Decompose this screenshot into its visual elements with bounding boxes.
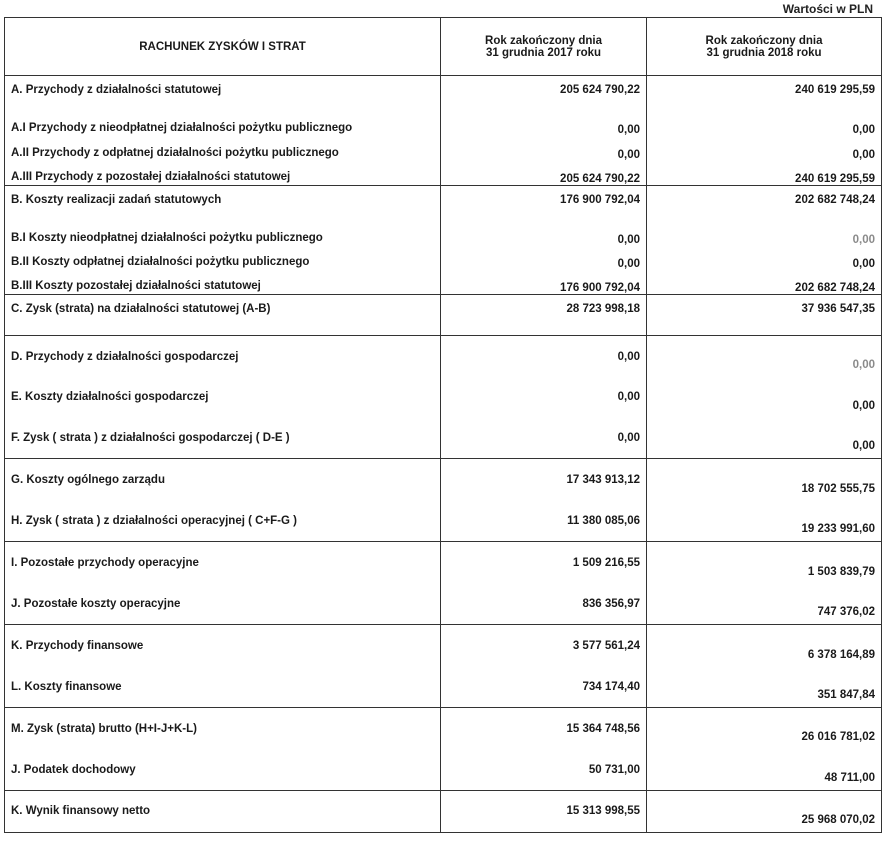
value-2018: 240 619 295,59 (647, 76, 882, 109)
value-2018: 0,00 (647, 136, 882, 161)
column-header-2017-line1: Rok zakończony dnia (485, 34, 602, 47)
value-2017: 15 313 998,55 (441, 790, 647, 832)
column-header-2018 (647, 18, 882, 76)
value-2018: 0,00 (647, 218, 882, 246)
table-row (5, 418, 882, 459)
table-row (5, 270, 882, 295)
value-2018: 351 847,84 (647, 667, 882, 708)
row-label: B.II Koszty odpłatnej działalności pożytku publicznego (5, 246, 441, 271)
row-label: A.II Przychody z odpłatnej działalności pożytku publicznego (5, 136, 441, 161)
table-row (5, 542, 882, 584)
value-2018: 37 936 547,35 (647, 295, 882, 336)
table-row (5, 790, 882, 832)
table-row (5, 218, 882, 246)
table-row (5, 185, 882, 218)
value-2018: 747 376,02 (647, 584, 882, 625)
value-2018: 0,00 (647, 246, 882, 271)
value-2018: 0,00 (647, 109, 882, 137)
row-label: H. Zysk ( strata ) z działalności operacyjnej ( C+F-G ) (5, 501, 441, 542)
value-2017: 0,00 (441, 336, 647, 377)
row-label: M. Zysk (strata) brutto (H+I-J+K-L) (5, 707, 441, 749)
table-row (5, 136, 882, 161)
row-label: D. Przychody z działalności gospodarczej (5, 336, 441, 377)
profit-loss-table (4, 17, 882, 833)
value-2018: 0,00 (647, 336, 882, 377)
row-label: K. Przychody finansowe (5, 625, 441, 667)
row-label: B.III Koszty pozostałej działalności statutowej (5, 270, 441, 295)
table-row (5, 295, 882, 336)
table-row (5, 501, 882, 542)
table-row (5, 336, 882, 377)
value-2018: 240 619 295,59 (647, 161, 882, 186)
value-2018: 26 016 781,02 (647, 707, 882, 749)
row-label: J. Pozostałe koszty operacyjne (5, 584, 441, 625)
value-2018: 25 968 070,02 (647, 790, 882, 832)
row-label: K. Wynik finansowy netto (5, 790, 441, 832)
value-2017: 0,00 (441, 218, 647, 246)
row-label: L. Koszty finansowe (5, 667, 441, 708)
value-2017: 734 174,40 (441, 667, 647, 708)
value-2017: 176 900 792,04 (441, 185, 647, 218)
value-2018: 0,00 (647, 418, 882, 459)
column-header-2018-line1: Rok zakończony dnia (705, 34, 823, 47)
row-label: B.I Koszty nieodpłatnej działalności pożytku publicznego (5, 218, 441, 246)
row-label: A.I Przychody z nieodpłatnej działalności pożytku publicznego (5, 109, 441, 137)
row-label: C. Zysk (strata) na działalności statutowej (A-B) (5, 295, 441, 336)
value-2018: 202 682 748,24 (647, 185, 882, 218)
value-2017: 11 380 085,06 (441, 501, 647, 542)
value-2017: 1 509 216,55 (441, 542, 647, 584)
table-row (5, 625, 882, 667)
table-row (5, 749, 882, 790)
header-row (5, 18, 882, 76)
table-row (5, 707, 882, 749)
value-2017: 3 577 561,24 (441, 625, 647, 667)
value-2017: 836 356,97 (441, 584, 647, 625)
value-2017: 0,00 (441, 136, 647, 161)
value-2017: 17 343 913,12 (441, 459, 647, 501)
value-2018: 18 702 555,75 (647, 459, 882, 501)
row-label: I. Pozostałe przychody operacyjne (5, 542, 441, 584)
value-2018: 0,00 (647, 377, 882, 418)
value-2017: 15 364 748,56 (441, 707, 647, 749)
table-row (5, 667, 882, 708)
row-label: A. Przychody z działalności statutowej (5, 76, 441, 109)
value-2017: 28 723 998,18 (441, 295, 647, 336)
table-row (5, 377, 882, 418)
table-row (5, 584, 882, 625)
value-2018: 202 682 748,24 (647, 270, 882, 295)
table-row (5, 459, 882, 501)
table-row (5, 109, 882, 137)
unit-note: Wartości w PLN (782, 2, 873, 16)
value-2017: 0,00 (441, 418, 647, 459)
column-header-2018-line2: 31 grudnia 2018 roku (706, 46, 822, 59)
row-label: F. Zysk ( strata ) z działalności gospodarczej ( D-E ) (5, 418, 441, 459)
table-row (5, 161, 882, 186)
value-2018: 1 503 839,79 (647, 542, 882, 584)
value-2017: 50 731,00 (441, 749, 647, 790)
value-2018: 6 378 164,89 (647, 625, 882, 667)
row-label: J. Podatek dochodowy (5, 749, 441, 790)
row-label: E. Koszty działalności gospodarczej (5, 377, 441, 418)
table-row (5, 246, 882, 271)
table-title: RACHUNEK ZYSKÓW I STRAT (5, 18, 441, 76)
value-2017: 0,00 (441, 109, 647, 137)
value-2018: 48 711,00 (647, 749, 882, 790)
value-2017: 176 900 792,04 (441, 270, 647, 295)
column-header-2017-line2: 31 grudnia 2017 roku (485, 46, 602, 59)
value-2017: 205 624 790,22 (441, 76, 647, 109)
table-row (5, 76, 882, 109)
row-label: G. Koszty ogólnego zarządu (5, 459, 441, 501)
column-header-2017 (441, 18, 647, 76)
row-label: A.III Przychody z pozostałej działalności statutowej (5, 161, 441, 186)
row-label: B. Koszty realizacji zadań statutowych (5, 185, 441, 218)
value-2018: 19 233 991,60 (647, 501, 882, 542)
value-2017: 205 624 790,22 (441, 161, 647, 186)
value-2017: 0,00 (441, 246, 647, 271)
value-2017: 0,00 (441, 377, 647, 418)
